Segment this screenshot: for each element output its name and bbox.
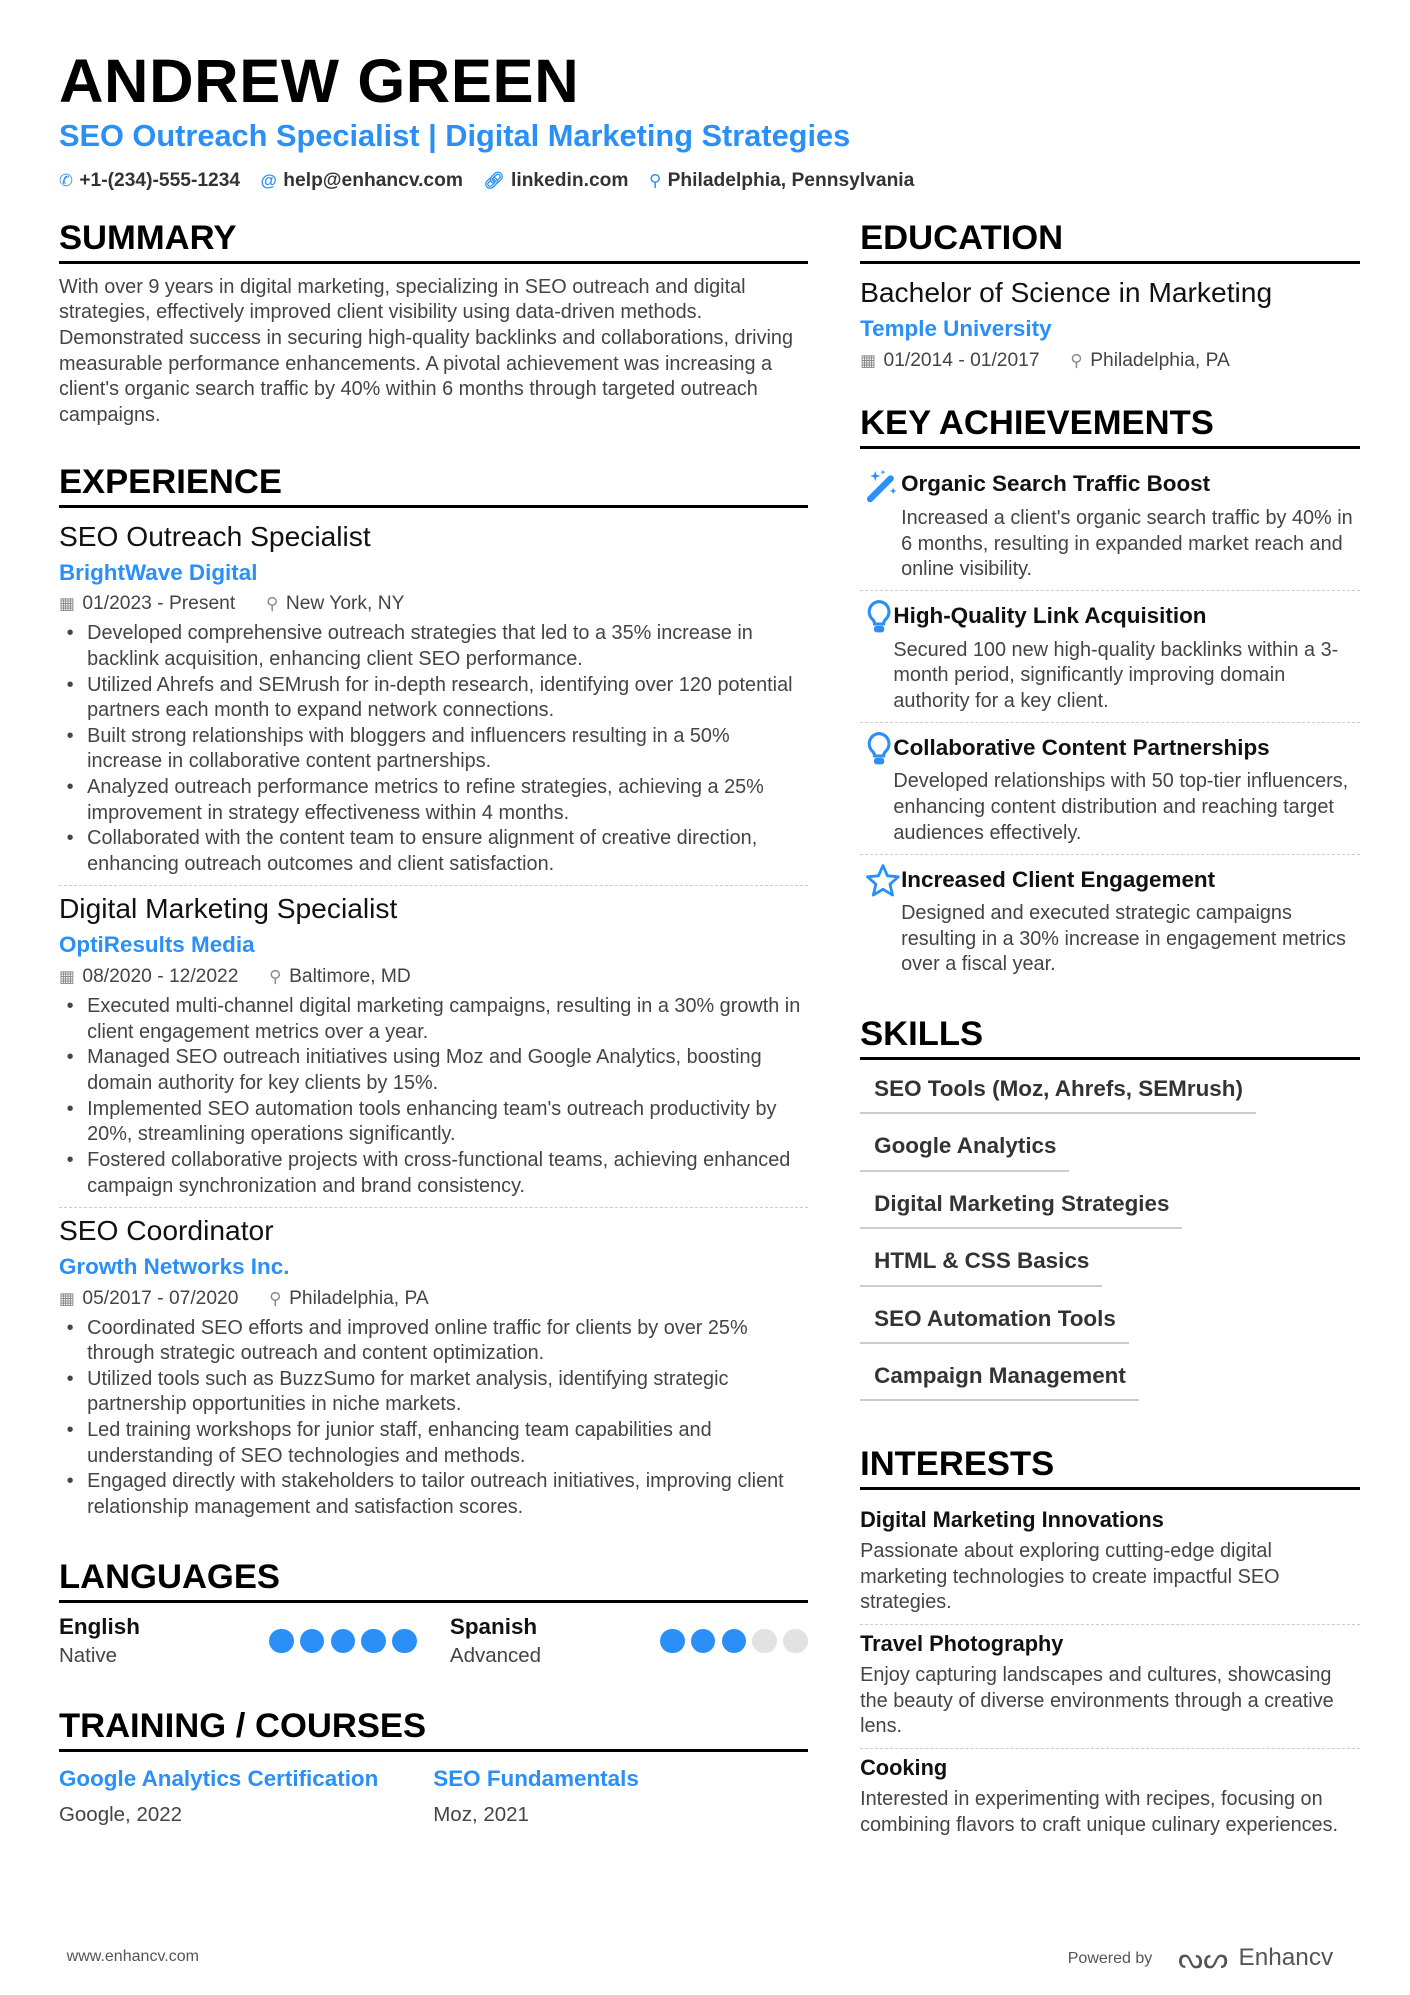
experience-section bbox=[59, 462, 808, 1528]
rating-dot bbox=[361, 1629, 385, 1653]
interest-item bbox=[860, 1749, 1360, 1846]
job-meta bbox=[59, 590, 808, 618]
location: Philadelphia, Pennsylvania bbox=[667, 170, 915, 192]
language-name: Spanish bbox=[449, 1614, 538, 1640]
skill-tag: SEO Automation Tools bbox=[860, 1301, 1129, 1344]
achievement-text: Secured 100 new high-quality backlinks within a 3-month period, significantly improving domain authority for a key client. bbox=[893, 638, 1339, 712]
section-heading: LANGUAGES bbox=[59, 1557, 808, 1604]
achievement-text: Developed relationships with 50 top-tier influencers, enhancing content distribution and reaching target audiences effectively. bbox=[893, 770, 1349, 844]
achievement-item bbox=[860, 855, 1360, 986]
achievement-title: High-Quality Link Acquisition bbox=[893, 603, 1207, 629]
achievement-title: Collaborative Content Partnerships bbox=[893, 734, 1270, 760]
language-level: Advanced bbox=[449, 1643, 542, 1667]
job-entry bbox=[59, 891, 808, 1207]
linkedin-link[interactable]: linkedin.com bbox=[511, 170, 629, 192]
languages-section bbox=[59, 1557, 808, 1670]
rating-dot bbox=[392, 1629, 416, 1653]
bullet-item: • Developed comprehensive outreach strategies that led to a 35% increase in backlink acquisition, enhancing client SEO performance. bbox=[59, 621, 808, 672]
interest-title: Cooking bbox=[860, 1754, 948, 1780]
interest-title: Digital Marketing Innovations bbox=[860, 1506, 1164, 1532]
interest-text: Enjoy capturing landscapes and cultures, showcasing the beauty of diverse environments through a creative lens. bbox=[860, 1664, 1334, 1738]
bullet-item: • Led training workshops for junior staff, enhancing team capabilities and understanding of SEO technologies and methods. bbox=[59, 1418, 808, 1469]
footer-branding bbox=[1068, 1942, 1333, 1975]
bullet-item: • Built strong relationships with bloggers and influencers resulting in a 50% increase in collaborative content partnerships. bbox=[59, 724, 808, 775]
training-section bbox=[59, 1706, 808, 1835]
location-pin-icon: ⚲ bbox=[269, 967, 282, 987]
education-dates: 01/2014 - 01/2017 bbox=[883, 349, 1040, 371]
bullet-item: • Utilized tools such as BuzzSumo for market analysis, identifying strategic partnership opportunities in niche markets. bbox=[59, 1367, 808, 1418]
bullet-item: • Utilized Ahrefs and SEMrush for in-depth research, identifying over 120 potential partners each month to expand network connections. bbox=[59, 673, 808, 724]
phone: +1-(234)-555-1234 bbox=[79, 170, 241, 192]
star-icon bbox=[860, 863, 901, 978]
rating-dot bbox=[660, 1629, 684, 1653]
bullet-item: • Managed SEO outreach initiatives using Moz and Google Analytics, boosting domain authority for key clients by 15%. bbox=[59, 1045, 808, 1096]
interests-section bbox=[860, 1444, 1360, 1846]
language-name: English bbox=[58, 1614, 140, 1640]
course-item bbox=[59, 1762, 433, 1834]
location-pin-icon: ⚲ bbox=[649, 171, 662, 191]
section-heading: SKILLS bbox=[860, 1014, 1360, 1061]
bullet-item: • Implemented SEO automation tools enhancing team's outreach productivity by 20%, streamlining operations significantly. bbox=[59, 1097, 808, 1148]
bullet-item: • Fostered collaborative projects with cross-functional teams, achieving enhanced campaign synchronization and brand consistency. bbox=[59, 1148, 808, 1199]
job-dates: 05/2017 - 07/2020 bbox=[82, 1287, 239, 1309]
section-heading: EDUCATION bbox=[860, 218, 1360, 265]
achievement-title: Increased Client Engagement bbox=[901, 866, 1216, 892]
summary-section bbox=[59, 218, 808, 429]
language-level: Native bbox=[58, 1643, 118, 1667]
location-pin-icon: ⚲ bbox=[269, 1288, 282, 1308]
rating-dot bbox=[783, 1629, 807, 1653]
footer-website[interactable]: www.enhancv.com bbox=[66, 1947, 199, 1966]
course-title: SEO Fundamentals bbox=[433, 1766, 639, 1792]
right-column bbox=[860, 218, 1360, 1874]
section-heading: SUMMARY bbox=[59, 218, 808, 265]
job-location: Baltimore, MD bbox=[289, 966, 411, 988]
company-name: BrightWave Digital bbox=[58, 559, 258, 585]
course-source: Google, 2022 bbox=[58, 1802, 183, 1826]
bullet-item: • Collaborated with the content team to ensure alignment of creative direction, enhancing outreach outcomes and client satisfaction. bbox=[59, 826, 808, 877]
skill-tag: Google Analytics bbox=[860, 1128, 1069, 1171]
language-item bbox=[59, 1613, 450, 1669]
achievement-text: Increased a client's organic search traffic by 40% in 6 months, resulting in expanded market reach and online visibility. bbox=[901, 506, 1353, 581]
candidate-title: SEO Outreach Specialist | Digital Marketing Strategies bbox=[58, 117, 851, 153]
rating-dot bbox=[722, 1629, 746, 1653]
achievement-item bbox=[860, 591, 1360, 723]
education-location: Philadelphia, PA bbox=[1090, 349, 1230, 371]
company-name: Growth Networks Inc. bbox=[58, 1253, 290, 1279]
email-link[interactable]: help@enhancv.com bbox=[283, 170, 463, 192]
enhancv-logo-icon: ᔓᔕ bbox=[1177, 1941, 1229, 1974]
skill-tag: Digital Marketing Strategies bbox=[860, 1186, 1182, 1229]
bullet-item: • Analyzed outreach performance metrics to refine strategies, achieving a 25% improvement in strategy effectiveness within 4 months. bbox=[59, 775, 808, 826]
course-source: Moz, 2021 bbox=[433, 1802, 529, 1826]
magic-wand-icon bbox=[860, 467, 901, 582]
left-column bbox=[59, 218, 808, 1863]
achievements-section bbox=[860, 403, 1360, 986]
education-section bbox=[860, 218, 1360, 375]
achievement-item bbox=[860, 723, 1360, 855]
contact-row bbox=[59, 170, 914, 192]
rating-dot bbox=[269, 1629, 293, 1653]
job-meta bbox=[59, 963, 808, 991]
location-pin-icon: ⚲ bbox=[265, 594, 279, 614]
achievement-item bbox=[860, 460, 1360, 592]
job-entry bbox=[59, 519, 808, 887]
course-item bbox=[433, 1762, 807, 1834]
achievement-text: Designed and executed strategic campaigns resulting in a 30% increase in engagement metrics over a fiscal year. bbox=[901, 902, 1346, 976]
calendar-icon: ▦ bbox=[58, 1288, 75, 1308]
rating-dot bbox=[691, 1629, 715, 1653]
powered-by-label: Powered by bbox=[1067, 1948, 1153, 1967]
achievement-title: Organic Search Traffic Boost bbox=[901, 471, 1211, 497]
calendar-icon: ▦ bbox=[860, 350, 876, 370]
company-name: OptiResults Media bbox=[58, 932, 255, 958]
job-title: Digital Marketing Specialist bbox=[58, 892, 398, 925]
candidate-name: ANDREW GREEN bbox=[58, 47, 580, 117]
interest-text: Interested in experimenting with recipes, focusing on combining flavors to craft unique culinary experiences. bbox=[860, 1788, 1339, 1836]
interest-text: Passionate about exploring cutting-edge digital marketing technologies to create impactful SEO strategies. bbox=[860, 1540, 1280, 1614]
skill-tag: Campaign Management bbox=[860, 1358, 1139, 1401]
job-entry bbox=[59, 1213, 808, 1528]
skill-tag: HTML & CSS Basics bbox=[860, 1243, 1102, 1286]
brand-name: Enhancv bbox=[1238, 1944, 1334, 1972]
rating-dot bbox=[331, 1629, 355, 1653]
link-icon: 🔗︎ bbox=[483, 171, 505, 191]
calendar-icon: ▦ bbox=[58, 967, 75, 987]
section-heading: INTERESTS bbox=[860, 1444, 1360, 1491]
job-location: New York, NY bbox=[285, 593, 405, 615]
job-location: Philadelphia, PA bbox=[289, 1287, 429, 1309]
rating-dot bbox=[752, 1629, 776, 1653]
location-pin-icon: ⚲ bbox=[1070, 350, 1083, 370]
course-title: Google Analytics Certification bbox=[58, 1766, 379, 1792]
phone-icon: ✆ bbox=[58, 171, 73, 191]
skills-section bbox=[860, 1014, 1360, 1416]
job-bullets bbox=[59, 994, 808, 1199]
at-icon: @ bbox=[260, 171, 277, 191]
rating-dot bbox=[300, 1629, 324, 1653]
skill-tag: SEO Tools (Moz, Ahrefs, SEMrush) bbox=[860, 1071, 1256, 1114]
lightbulb-icon bbox=[860, 599, 893, 714]
school: Temple University bbox=[860, 315, 1052, 341]
language-rating bbox=[660, 1629, 807, 1670]
bullet-item: • Engaged directly with stakeholders to tailor outreach initiatives, improving client relationship management and satisfaction scores. bbox=[59, 1469, 808, 1520]
calendar-icon: ▦ bbox=[58, 594, 75, 614]
job-meta bbox=[59, 1285, 808, 1313]
lightbulb-icon bbox=[860, 731, 893, 846]
section-heading: KEY ACHIEVEMENTS bbox=[860, 403, 1360, 450]
language-rating bbox=[269, 1629, 416, 1670]
job-title: SEO Outreach Specialist bbox=[58, 519, 371, 552]
section-heading: TRAINING / COURSES bbox=[59, 1706, 808, 1753]
bullet-item: • Executed multi-channel digital marketing campaigns, resulting in a 30% growth in client engagement metrics over a year. bbox=[59, 994, 808, 1045]
summary-text: With over 9 years in digital marketing, specializing in SEO outreach and digital strategies, effectively improved client visibility using data-driven methods. Demonstrated success in securing high-quality backlinks and collaborations, driving measurable performance enhancements. A pivotal achievement was increasing a client's organic search traffic by 40% within 6 months through targeted outreach campaigns. bbox=[58, 275, 794, 426]
degree: Bachelor of Science in Marketing bbox=[860, 275, 1273, 308]
job-dates: 01/2023 - Present bbox=[82, 593, 236, 615]
job-bullets bbox=[59, 1316, 808, 1521]
section-heading: EXPERIENCE bbox=[59, 462, 808, 509]
interest-item bbox=[860, 1501, 1360, 1625]
interest-item bbox=[860, 1625, 1360, 1749]
job-bullets bbox=[59, 621, 808, 877]
language-item bbox=[450, 1613, 808, 1669]
job-title: SEO Coordinator bbox=[58, 1213, 274, 1246]
interest-title: Travel Photography bbox=[860, 1630, 1064, 1656]
bullet-item: • Coordinated SEO efforts and improved online traffic for clients by over 25% through strategic outreach and content optimization. bbox=[59, 1316, 808, 1367]
job-dates: 08/2020 - 12/2022 bbox=[82, 966, 239, 988]
